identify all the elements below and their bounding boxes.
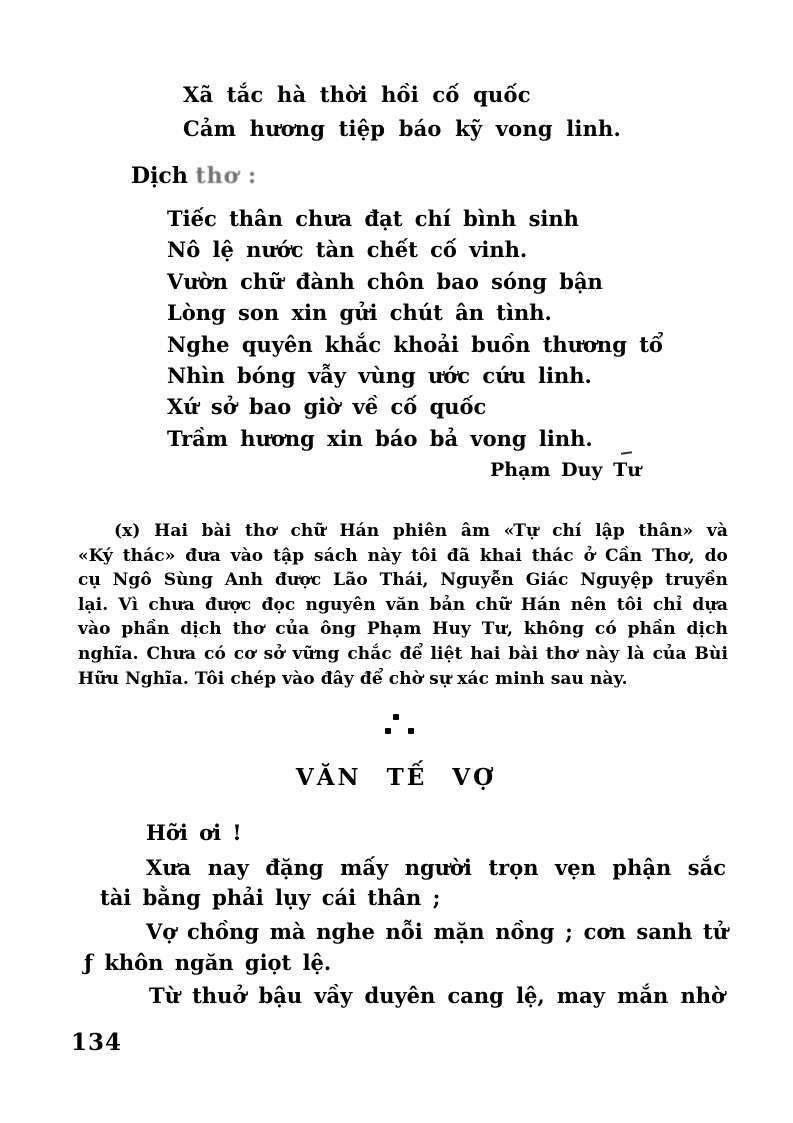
poem-line: Nô lệ nước tàn chết cố vinh. — [167, 237, 528, 263]
section-title: VĂN TẾ VỢ — [295, 764, 497, 791]
footnote-line: nghĩa. Chưa có cơ sở vững chắc để liệt hai bài thơ này là của Bùi — [78, 643, 728, 664]
prose-line: tài bằng phải lụy cái thân ; — [100, 885, 441, 910]
ornament-dot — [393, 714, 399, 720]
poem-line: Nhìn bóng vẫy vùng ước cứu linh. — [167, 363, 592, 389]
footnote-line: lại. Vì chưa được đọc nguyên văn bản chữ Hán nên tôi chỉ dựa — [78, 594, 728, 615]
translation-label — [131, 163, 257, 189]
page-number: 134 — [71, 1029, 123, 1056]
poem-line: Nghe quyên khắc khoải buồn thương tổ — [167, 331, 663, 357]
poem-line: Xứ sở bao giờ về cố quốc — [167, 394, 487, 420]
ornament-dot — [408, 728, 414, 734]
couplet — [183, 78, 621, 146]
couplet-line: Cảm hương tiệp báo kỹ vong linh. — [183, 116, 622, 141]
couplet-line: Xã tắc hà thời hồi cố quốc — [183, 82, 531, 107]
poem-line: Lòng son xin gửi chút ân tình. — [167, 300, 552, 326]
translation-label-suffix: thơ : — [195, 163, 258, 189]
prose-line: Từ thuở bậu vầy duyên cang lệ, may mắn nhờ — [149, 983, 725, 1008]
footnote-line: Hữu Nghĩa. Tôi chép vào đây để chờ sự xác minh sau này. — [78, 668, 628, 689]
prose-line: ƒ khôn ngăn giọt lệ. — [84, 950, 332, 975]
asterism-ornament-icon — [377, 712, 419, 740]
poem-author: Phạm Duy Tư — [490, 459, 642, 481]
ornament-dot — [385, 728, 391, 734]
poem — [167, 203, 663, 454]
footnote-line: «Ký thác» đưa vào tập sách này tôi đã khai thác ở Cần Thơ, do — [78, 545, 728, 566]
poem-line: Vườn chữ đành chôn bao sóng bận — [167, 268, 603, 294]
footnote-line: vào phần dịch thơ của ông Phạm Huy Tư, không có phần dịch — [78, 619, 728, 640]
prose-line: Xưa nay đặng mấy người trọn vẹn phận sắc — [146, 855, 726, 880]
footnote-line: cụ Ngô Sùng Anh được Lão Thái, Nguyễn Giác Nguyệp truyền — [78, 570, 728, 591]
footnote-line: (x) Hai bài thơ chữ Hán phiên âm «Tự chí lập thân» và — [114, 521, 728, 541]
prose-line: Hỡi ơi ! — [146, 820, 242, 845]
poem-line: Trầm hương xin báo bả vong linh. — [167, 425, 593, 451]
translation-label-prefix: Dịch — [131, 163, 188, 189]
poem-line: Tiếc thân chưa đạt chí bình sinh — [167, 206, 579, 231]
prose-line: Vợ chồng mà nghe nỗi mặn nồng ; cơn sanh tử — [146, 919, 728, 944]
footnote — [78, 519, 728, 691]
